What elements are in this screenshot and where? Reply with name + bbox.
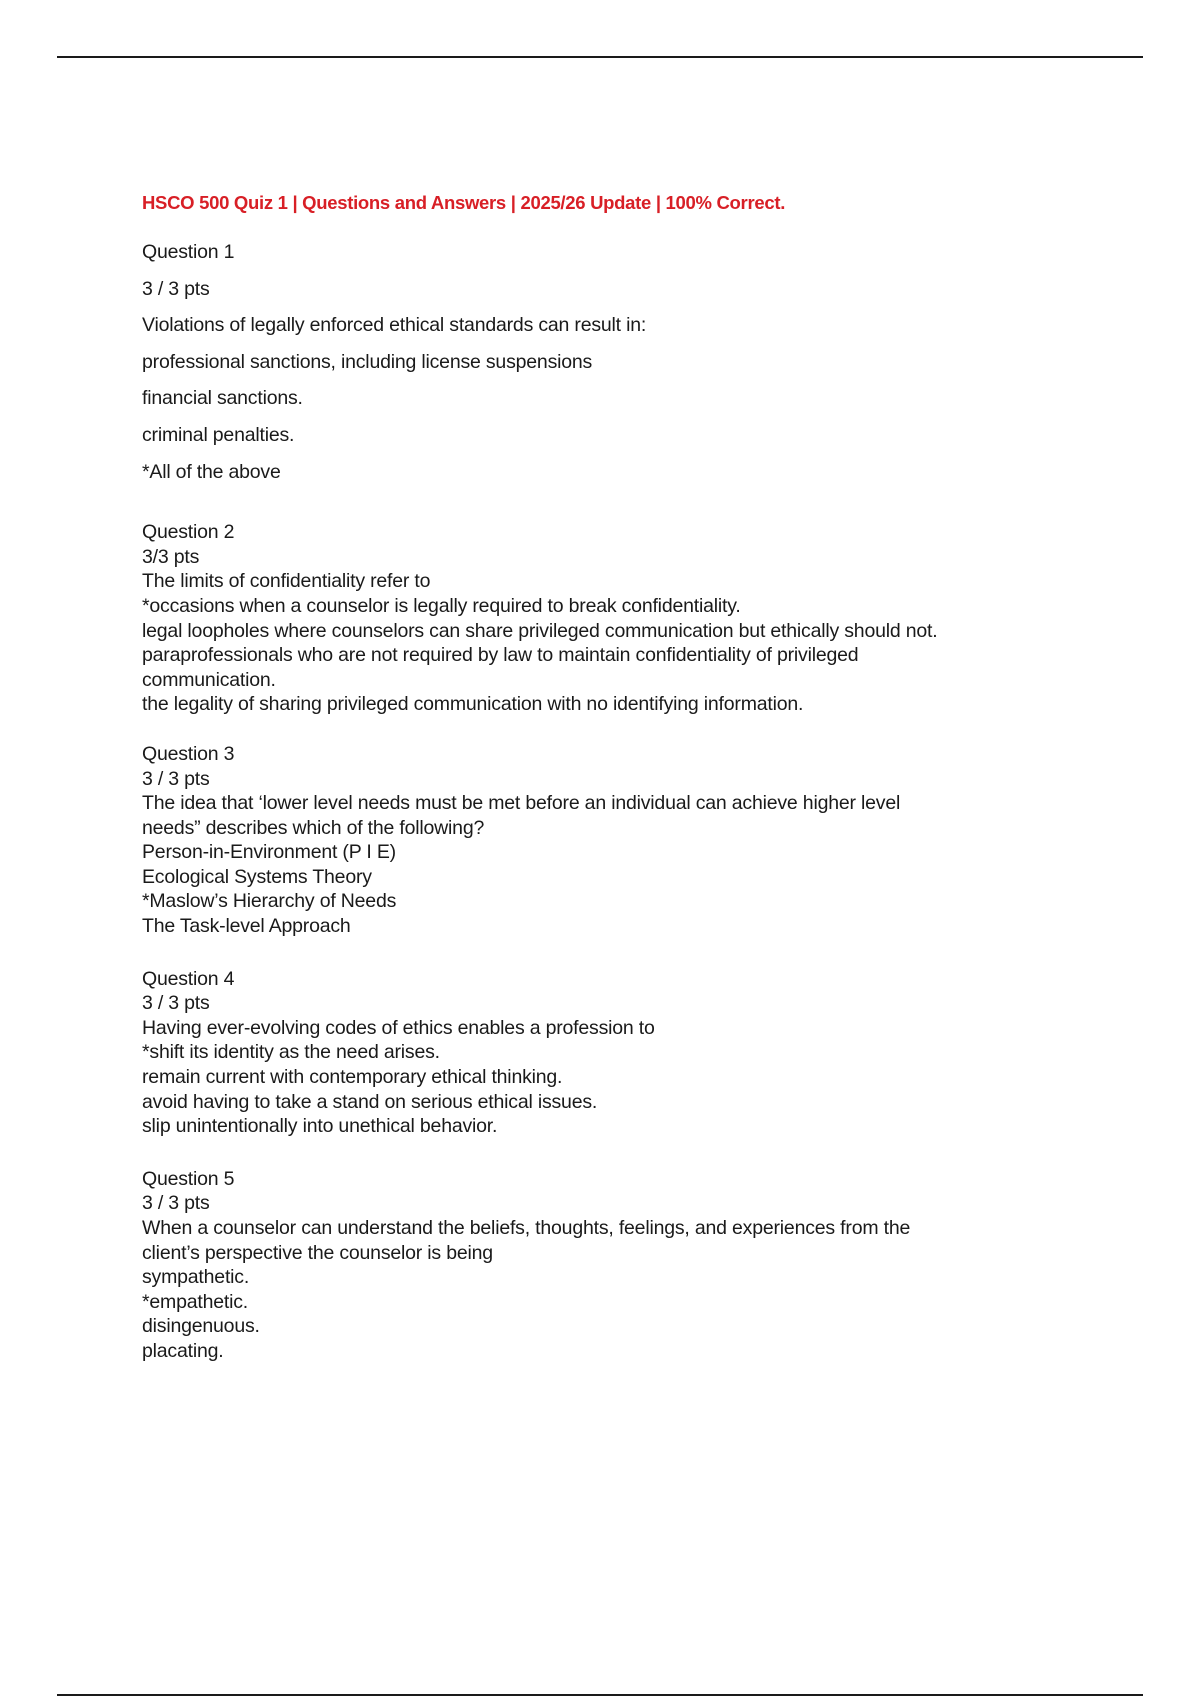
question-block-5 — [142, 1167, 1072, 1364]
answer-option-correct: *shift its identity as the need arises. — [142, 1041, 440, 1064]
question-block-2 — [142, 520, 1072, 717]
question-block-4 — [142, 967, 1072, 1139]
answer-option-correct: *occasions when a counselor is legally required to break confidentiality. — [142, 594, 741, 617]
answer-option-correct: *All of the above — [142, 460, 281, 483]
answer-option: financial sanctions. — [142, 387, 303, 410]
answer-option: placating. — [142, 1339, 224, 1362]
question-prompt: The limits of confidentiality refer to — [142, 570, 431, 593]
question-prompt-continued: client’s perspective the counselor is being — [142, 1241, 493, 1264]
question-prompt: Violations of legally enforced ethical standards can result in: — [142, 314, 647, 337]
answer-option: sympathetic. — [142, 1266, 250, 1289]
question-prompt-continued: needs” describes which of the following? — [142, 816, 485, 839]
answer-option: Ecological Systems Theory — [142, 865, 372, 888]
question-points: 3/3 pts — [142, 545, 200, 568]
document-title: HSCO 500 Quiz 1 | Questions and Answers | 2025/26 Update | 100% Correct. — [142, 192, 786, 213]
question-prompt: Having ever-evolving codes of ethics enables a profession to — [142, 1016, 655, 1039]
answer-option: legal loopholes where counselors can share privileged communication but ethically should not. — [142, 619, 938, 642]
question-heading: Question 5 — [142, 1167, 235, 1190]
answer-option: paraprofessionals who are not required by law to maintain confidentiality of privileged — [142, 644, 859, 667]
answer-option: the legality of sharing privileged communication with no identifying information. — [142, 693, 804, 716]
answer-option: avoid having to take a stand on serious ethical issues. — [142, 1090, 598, 1113]
answer-option: remain current with contemporary ethical thinking. — [142, 1066, 563, 1089]
answer-option: The Task-level Approach — [142, 915, 351, 938]
question-prompt: When a counselor can understand the beliefs, thoughts, feelings, and experiences from the — [142, 1217, 911, 1239]
bottom-rule — [57, 1694, 1143, 1696]
question-heading: Question 4 — [142, 967, 235, 990]
answer-option: slip unintentionally into unethical behavior. — [142, 1115, 498, 1138]
answer-option-correct: *Maslow’s Hierarchy of Needs — [142, 890, 397, 913]
question-block-1 — [142, 234, 1072, 490]
answer-option: criminal penalties. — [142, 423, 295, 446]
question-heading: Question 2 — [142, 521, 235, 544]
top-rule — [57, 56, 1143, 58]
answer-option-correct: *empathetic. — [142, 1290, 248, 1313]
question-points: 3 / 3 pts — [142, 767, 210, 790]
question-block-3 — [142, 742, 1072, 939]
question-points: 3 / 3 pts — [142, 992, 210, 1015]
question-points: 3 / 3 pts — [142, 277, 210, 300]
question-heading: Question 3 — [142, 742, 235, 765]
answer-option: Person-in-Environment (P I E) — [142, 841, 396, 864]
question-heading: Question 1 — [142, 241, 235, 263]
answer-option: disingenuous. — [142, 1315, 260, 1338]
document-body — [142, 188, 1072, 1364]
answer-option-continued: communication. — [142, 668, 276, 691]
question-points: 3 / 3 pts — [142, 1192, 210, 1215]
question-prompt: The idea that ‘lower level needs must be met before an individual can achieve higher level — [142, 792, 901, 815]
answer-option: professional sanctions, including license suspensions — [142, 350, 593, 373]
